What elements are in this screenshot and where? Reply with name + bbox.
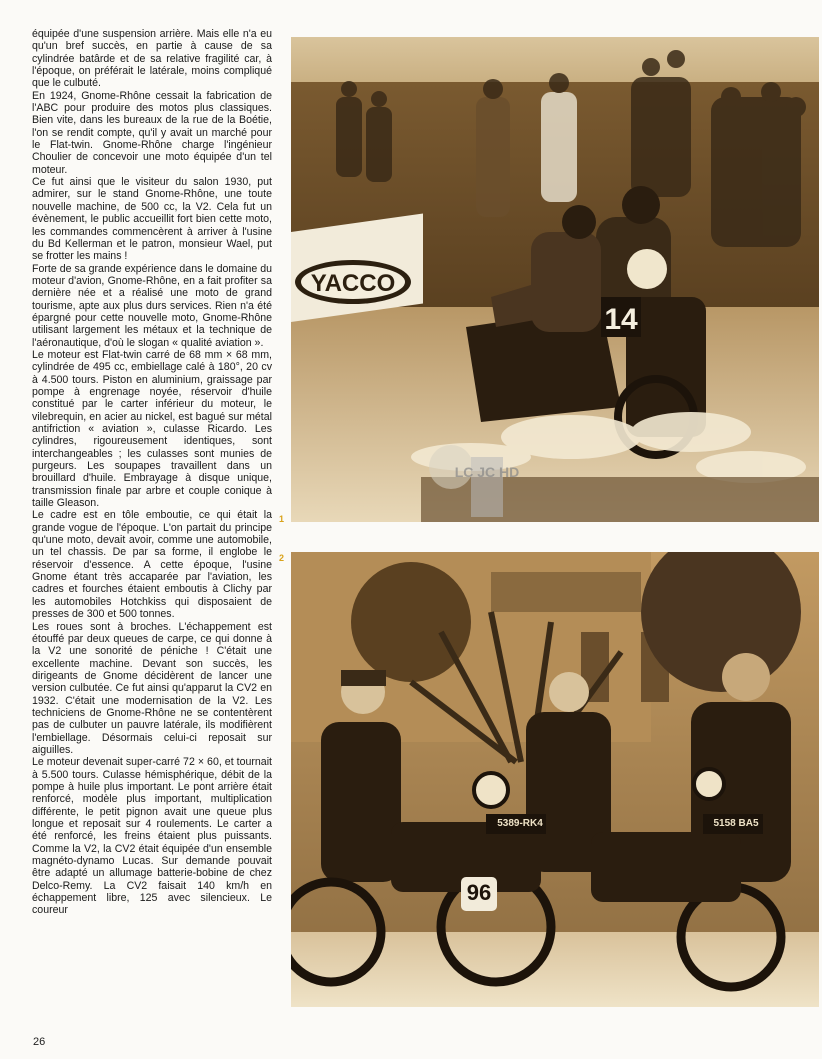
- paragraph-1: équipée d'une suspension arrière. Mais elle n'a eu qu'un bref succès, en partie à cause de sa cylindrée batârde et de sa relative fragilité car, à l'époque, on préférait le latérale, moins compliqué que le culbuté.: [32, 28, 272, 90]
- watermark-text: LC JC HD: [454, 464, 520, 480]
- paragraph-4: Forte de sa grande expérience dans le domaine du moteur d'avion, Gnome-Rhône, en a fait profiter sa dernière née et a réalisé une moto de grand tourisme, apte aux plus durs services. Rien n'a été épargné pour cette nouvelle moto, Gnome-Rhône utilisant largement les métaux et la technique de l'aéronautique, d'où le slogan « qualité aviation ».: [32, 262, 272, 349]
- article-text-column: [32, 28, 272, 917]
- paragraph-8: Le moteur devenait super-carré 72 × 60, et tournait à 5.500 tours. Culasse hémisphérique, débit de la pompe à huile plus important. Le pont arrière était renforcé, modèle plus important, multiplication différente, le petit pignon avait une queue plus longue et reposait sur 4 roulements. Le carter a été renforcé, les freins étaient plus puissants. Comme la V2, la CV2 était équipée d'un ensemble magnéto-dynamo Lucas. Sur demande pouvait être adapté un allumage batterie-bobine de chez Delco-Remy. La CV2 faisait 140 km/h en échappement libre, 125 avec silencieux. Le coureur: [32, 756, 272, 917]
- figure-number-1: 1: [279, 514, 285, 524]
- paragraph-6: Le cadre est en tôle emboutie, ce qui était la grande vogue de l'époque. L'on partait du principe qu'une moto, devait avoir, comme une automobile, un tel chassis. De par sa forme, il englobe le réservoir d'essence. A cette époque, l'usine Gnome étant très accaparée par l'aviation, les cadres et fourches étaient emboutis à Clichy par les automobiles Hotchkiss qui disposaient de presses de 300 et 500 tonnes.: [32, 509, 272, 621]
- paragraph-5: Le moteur est Flat-twin carré de 68 mm × 68 mm, cylindrée de 495 cc, embiellage calé à 180°, 20 cv à 4.500 tours. Piston en aluminium, graissage par pompe à engrenage noyée, réservoir d'huile constitué par le carter inférieur du moteur, le vilebrequin, en acier au nickel, est bagué sur métal antifriction « aviation », culasse Ricardo. Les cylindres, rigoureusement identiques, sont interchangeables ; les culasses sont munies de purgeurs. Les soupapes travaillent dans un brouillard d'huile. Embrayage à disque unique, transmission finale par arbre et couple conique à taille Gleason.: [32, 348, 272, 510]
- figure-number-2: 2: [279, 553, 285, 563]
- race-number-14: 14: [604, 303, 638, 336]
- yacco-sign-text: YACCO: [310, 270, 396, 297]
- yacco-sign: [291, 213, 423, 322]
- paragraph-3: Ce fut ainsi que le visiteur du salon 1930, put admirer, sur le stand Gnome-Rhône, une toute nouvelle machine, de 500 cc, la V2. Cela fut un évènement, le public accueillit fort bien cette moto, les commandes commencèrent à arriver à l'usine du Bd Kellerman et le patron, monsieur Wael, put se frotter les mains !: [32, 176, 272, 263]
- paragraph-2: En 1924, Gnome-Rhône cessait la fabrication de l'ABC pour produire des motos plus classiques. Bien vite, dans les bureaux de la rue de la Boétie, l'on se rendit compte, qu'il y avait un marché pour le Flat-twin. Gnome-Rhône charge l'ingénieur Choulier de concevoir une moto équipée d'un tel moteur.: [32, 89, 272, 176]
- license-plate-right: 5158 BA5: [713, 818, 759, 829]
- photo-riders-motorcycles: [291, 552, 819, 1007]
- license-plate-left: 5389-RK4: [497, 818, 543, 829]
- race-number-96: 96: [466, 880, 492, 905]
- page-number: 26: [33, 1036, 46, 1048]
- paragraph-7: Les roues sont à broches. L'échappement est étouffé par deux queues de carpe, ce qui donne à la V2 une sonorité de péniche ! C'était une excellente machine. Devant son succès, les dirigeants de Gnome décidèrent de lancer une version culbutée. Ce fut ainsi qu'apparut la CV2 en 1932. C'était une modernisation de la V2. Les techniciens de Gnome-Rhône ne se contentèrent pas de culbuter un pauvre latérale, ils modifièrent l'embiellage. Désormais celui-ci reposait sur aiguilles.: [32, 620, 272, 756]
- photo-sidecar-water: [291, 37, 819, 522]
